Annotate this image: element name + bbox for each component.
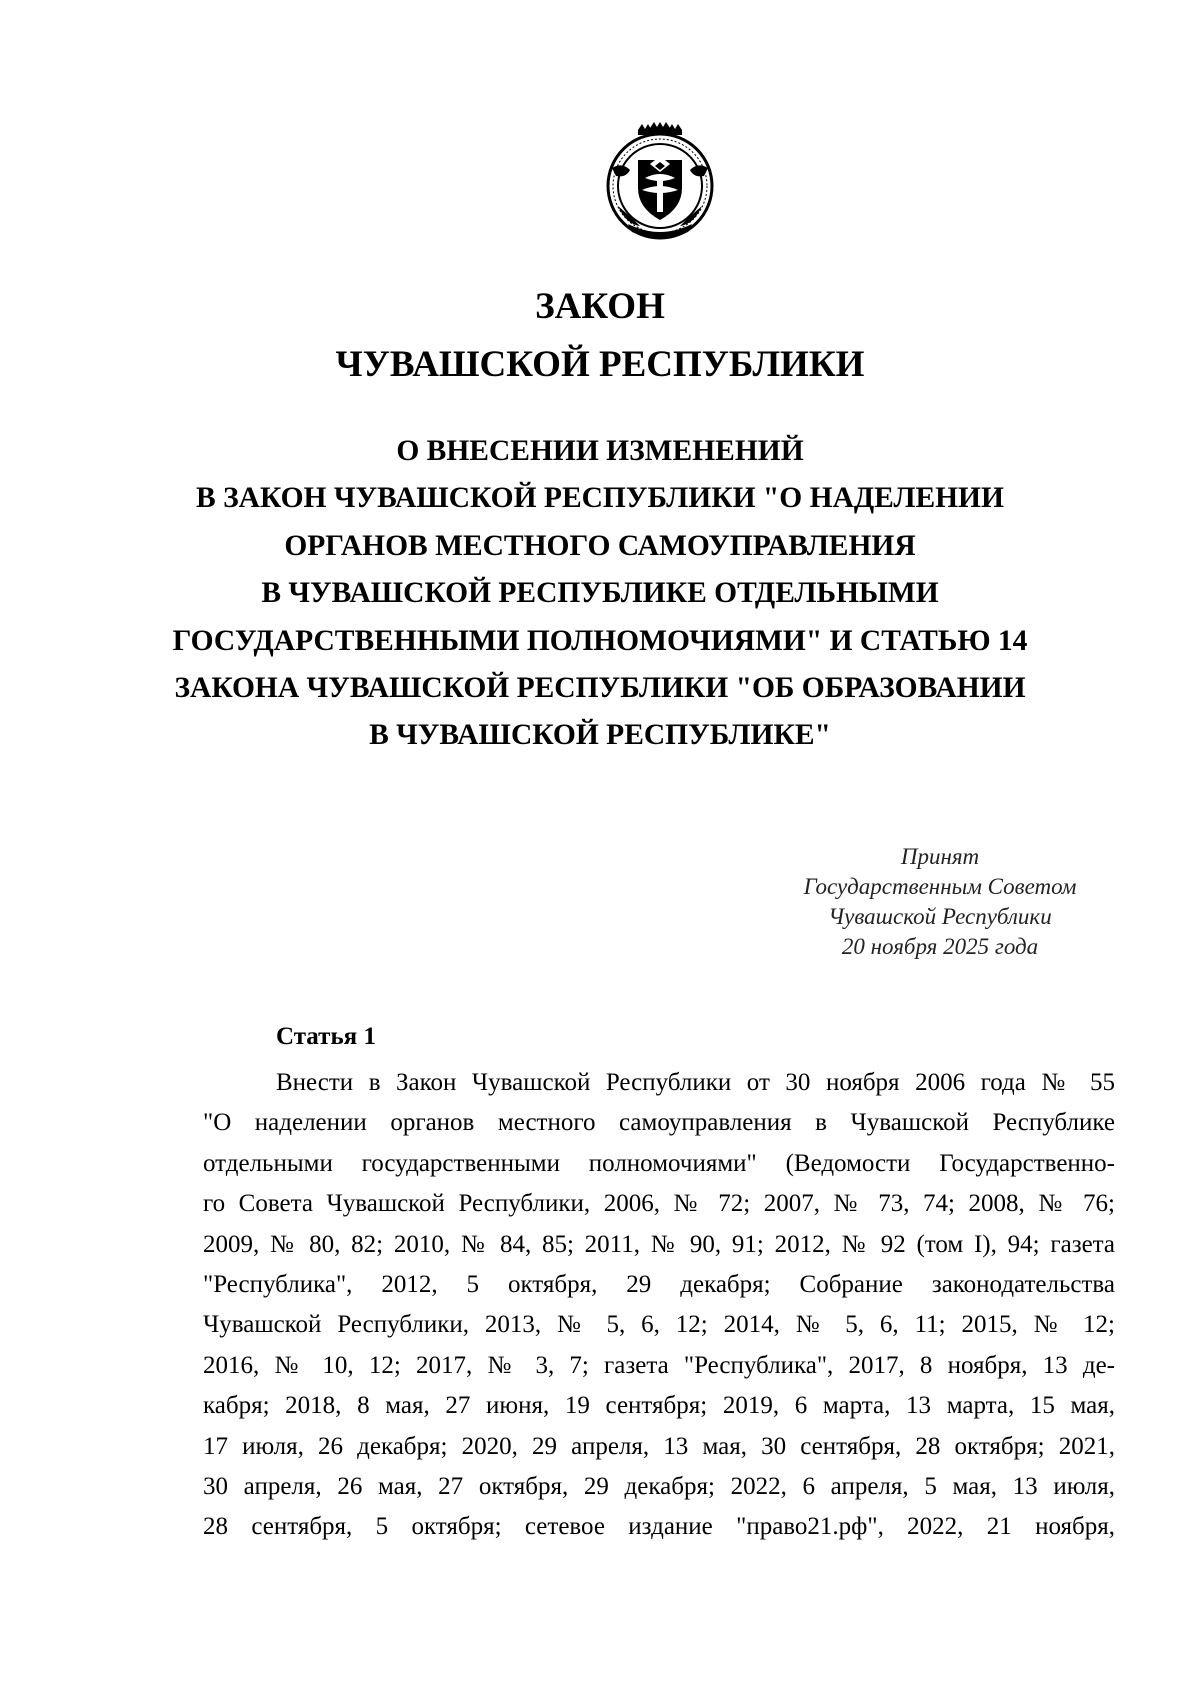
article-line: 17 июля, 26 декабря; 2020, 29 апреля, 13 мая, 30 сентября, 28 октября; 2021, xyxy=(203,1432,1115,1460)
article-line: го Совета Чувашской Республики, 2006, № 72; 2007, № 73, 74; 2008, № 76; xyxy=(203,1190,1115,1218)
subject-line: О ВНЕСЕНИИ ИЗМЕНЕНИЙ xyxy=(396,435,804,467)
article-line: "Республика", 2012, 5 октября, 29 декабря; Собрание законодательства xyxy=(203,1270,1115,1298)
article-line: отдельными государственными полномочиями" (Ведомости Государственно- xyxy=(203,1149,1115,1177)
adoption-note xyxy=(760,842,1120,962)
subject-line: ЗАКОНА ЧУВАШСКОЙ РЕСПУБЛИКИ "ОБ ОБРАЗОВАНИИ xyxy=(174,672,1026,705)
subject-line: В ЗАКОН ЧУВАШСКОЙ РЕСПУБЛИКИ "О НАДЕЛЕНИИ xyxy=(196,482,1004,515)
article-line: "О наделении органов местного самоуправления в Чувашской Республике xyxy=(203,1109,1115,1137)
article-line: кабря; 2018, 8 мая, 27 июня, 19 сентября; 2019, 6 марта, 13 марта, 15 мая, xyxy=(203,1392,1115,1420)
law-title: ЗАКОН xyxy=(535,286,665,327)
republic-title: ЧУВАШСКОЙ РЕСПУБЛИКИ xyxy=(335,344,865,385)
article-line: Чувашской Республики, 2013, № 5, 6, 12; 2014, № 5, 6, 11; 2015, № 12; xyxy=(203,1311,1115,1339)
law-subject-title xyxy=(100,428,1100,760)
adoption-date: 20 ноября 2025 года xyxy=(841,934,1039,959)
article-line: 30 апреля, 26 мая, 27 октября, 29 декабря; 2022, 6 апреля, 5 мая, 13 июля, xyxy=(203,1472,1115,1500)
article-line: 2016, № 10, 12; 2017, № 3, 7; газета "Республика", 2017, 8 ноября, 13 де- xyxy=(203,1351,1115,1379)
adoption-line: Чувашской Республики xyxy=(828,904,1052,929)
subject-line: В ЧУВАШСКОЙ РЕСПУБЛИКЕ ОТДЕЛЬНЫМИ xyxy=(261,577,939,610)
adoption-line: Принят xyxy=(900,844,980,869)
subject-line: В ЧУВАШСКОЙ РЕСПУБЛИКЕ" xyxy=(369,719,831,752)
subject-line: ОРГАНОВ МЕСТНОГО САМОУПРАВЛЕНИЯ xyxy=(284,529,916,562)
article-line: Внести в Закон Чувашской Республики от 30 ноября 2006 года № 55 xyxy=(276,1069,1115,1096)
subject-line: ГОСУДАРСТВЕННЫМИ ПОЛНОМОЧИЯМИ" И СТАТЬЮ 14 xyxy=(172,624,1028,657)
article-heading: Статья 1 xyxy=(276,1023,376,1050)
article-line: 2009, № 80, 82; 2010, № 84, 85; 2011, № 90, 91; 2012, № 92 (том I), 94; газета xyxy=(203,1230,1115,1258)
chuvash-coat-of-arms-icon xyxy=(598,120,722,244)
article-line: 28 сентября, 5 октября; сетевое издание "право21.рф", 2022, 21 ноября, xyxy=(203,1513,1115,1541)
adoption-line: Государственным Советом xyxy=(803,874,1077,899)
article-body xyxy=(203,1063,1115,1548)
